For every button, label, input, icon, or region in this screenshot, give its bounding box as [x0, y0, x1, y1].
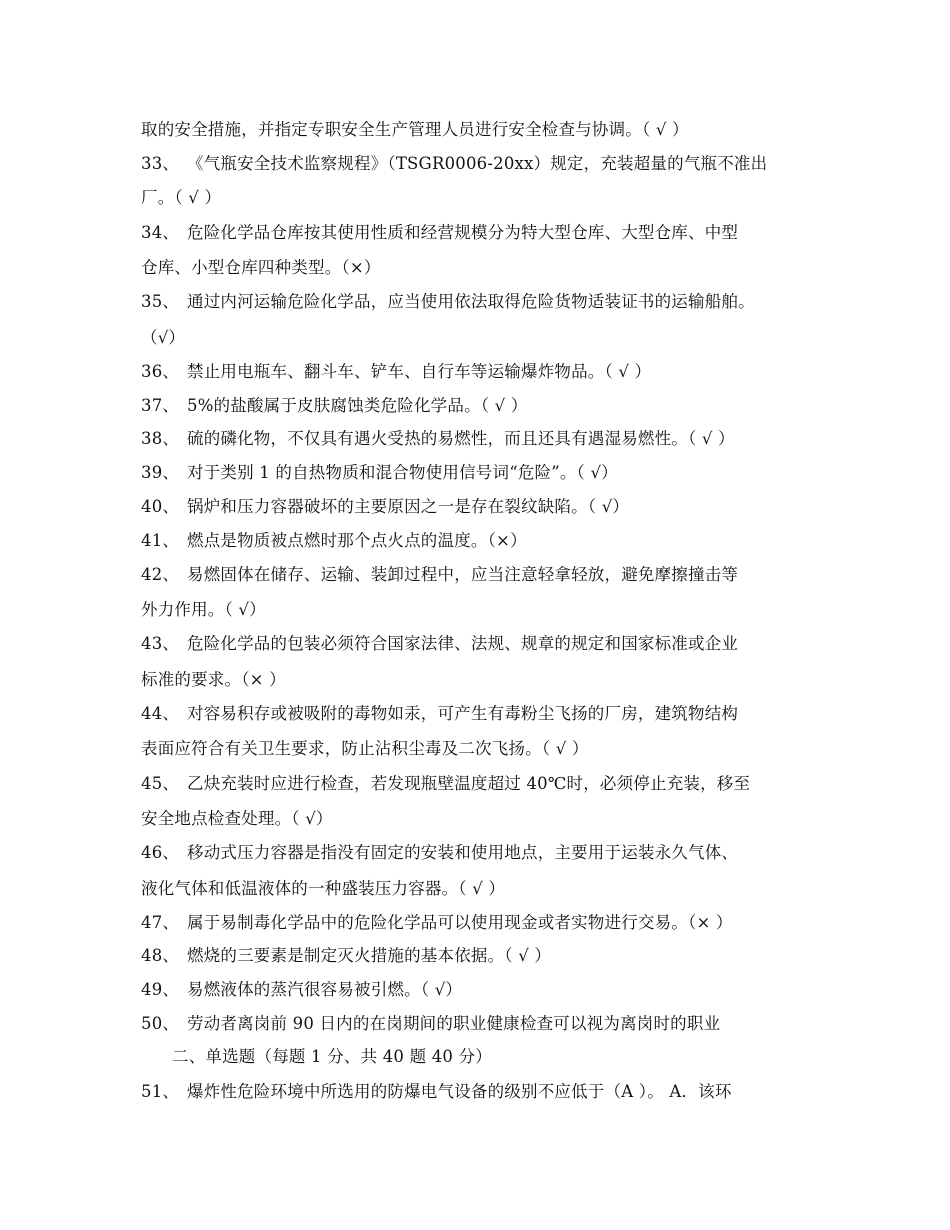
question-51: 51、 爆炸性危险环境中所选用的防爆电气设备的级别不应低于（A ）。 A．该环 — [141, 1082, 732, 1101]
question-number: 45、 — [141, 774, 180, 793]
question-number: 38、 — [141, 429, 180, 448]
text-line: 取的安全措施，并指定专职安全生产管理人员进行安全检查与协调。（ √ ） — [141, 120, 689, 139]
question-49: 49、 易燃液体的蒸汽很容易被引燃。（ √） — [141, 980, 463, 999]
question-38: 38、 硫的磷化物，不仅具有遇火受热的易燃性，而且还具有遇湿易燃性。（ √ ） — [141, 429, 735, 448]
question-36: 36、 禁止用电瓶车、翻斗车、铲车、自行车等运输爆炸物品。（ √ ） — [141, 362, 652, 381]
text-line: 安全地点检查处理。（ √） — [141, 809, 333, 828]
question-number: 41、 — [141, 531, 180, 550]
section-heading: 二、单选题（每题 1 分、共 40 题 40 分） — [172, 1047, 492, 1066]
question-number: 33、 — [141, 154, 180, 173]
question-number: 42、 — [141, 565, 180, 584]
question-number: 43、 — [141, 634, 180, 653]
question-44: 44、 对容易积存或被吸附的毒物如汞，可产生有毒粉尘飞扬的厂房，建筑物结构 — [141, 704, 739, 723]
text-line: 厂。（ √ ） — [141, 188, 222, 207]
question-40: 40、 锅炉和压力容器破坏的主要原因之一是存在裂纹缺陷。（ √） — [141, 497, 630, 516]
text-line: 标准的要求。（× ） — [141, 670, 286, 689]
question-number: 50、 — [141, 1014, 180, 1033]
question-39: 39、 对于类别 1 的自热物质和混合物使用信号词“危险”。（ √） — [141, 463, 618, 482]
text-line: （√） — [141, 328, 186, 347]
question-50: 50、 劳动者离岗前 90 日内的在岗期间的职业健康检查可以视为离岗时的职业 — [141, 1014, 721, 1033]
question-33: 33、 《气瓶安全技术监察规程》（TSGR0006-20xx）规定，充装超量的气瓶不准出 — [141, 154, 768, 173]
question-48: 48、 燃烧的三要素是制定灭火措施的基本依据。（ √ ） — [141, 946, 552, 965]
question-number: 37、 — [141, 396, 180, 415]
question-number: 46、 — [141, 843, 180, 862]
question-45: 45、 乙炔充装时应进行检查，若发现瓶壁温度超过 40℃时，必须停止充装，移至 — [141, 774, 751, 793]
question-number: 35、 — [141, 292, 180, 311]
text-line: 外力作用。（ √） — [141, 600, 266, 619]
text-line: 表面应符合有关卫生要求，防止沾积尘毒及二次飞扬。（ √ ） — [141, 739, 589, 758]
text-line: 液化气体和低温液体的一种盛装压力容器。（ √ ） — [141, 879, 506, 898]
question-34: 34、 危险化学品仓库按其使用性质和经营规模分为特大型仓库、大型仓库、中型 — [141, 223, 739, 242]
question-42: 42、 易燃固体在储存、运输、装卸过程中，应当注意轻拿轻放，避免摩擦撞击等 — [141, 565, 739, 584]
question-43: 43、 危险化学品的包装必须符合国家法律、法规、规章的规定和国家标准或企业 — [141, 634, 739, 653]
question-number: 44、 — [141, 704, 180, 723]
question-number: 40、 — [141, 497, 180, 516]
question-47: 47、 属于易制毒化学品中的危险化学品可以使用现金或者实物进行交易。（× ） — [141, 913, 733, 932]
question-number: 39、 — [141, 463, 180, 482]
question-number: 48、 — [141, 946, 180, 965]
question-number: 34、 — [141, 223, 180, 242]
question-number: 49、 — [141, 980, 180, 999]
text-line: 仓库、小型仓库四种类型。（×） — [141, 258, 381, 277]
question-number: 47、 — [141, 913, 180, 932]
question-number: 36、 — [141, 362, 180, 381]
question-41: 41、 燃点是物质被点燃时那个点火点的温度。（×） — [141, 531, 527, 550]
question-35: 35、 通过内河运输危险化学品，应当使用依法取得危险货物适装证书的运输船舶。 — [141, 292, 755, 311]
question-46: 46、 移动式压力容器是指没有固定的安装和使用地点，主要用于运装永久气体、 — [141, 843, 739, 862]
question-number: 51、 — [141, 1082, 180, 1101]
question-37: 37、 5%的盐酸属于皮肤腐蚀类危险化学品。（ √ ） — [141, 396, 528, 415]
